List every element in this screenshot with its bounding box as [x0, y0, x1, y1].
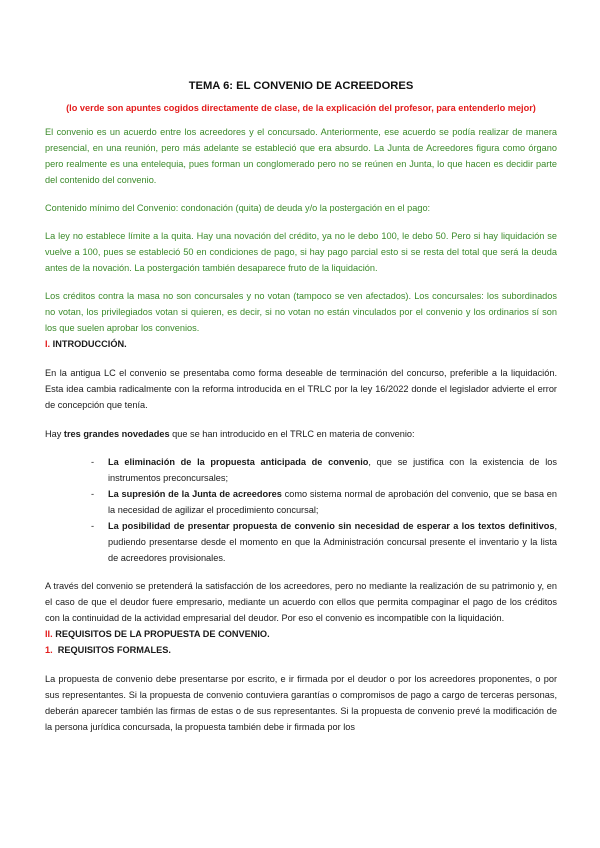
bold-text: tres grandes novedades: [63, 429, 170, 439]
class-note-paragraph-2: Contenido mínimo del Convenio: condonación (quita) de deuda y/o la postergación en el pago:: [45, 203, 431, 213]
intro-paragraph-1: En la antigua LC el convenio se presentaba como forma deseable de terminación del concurso, preferible a la liquidación. Esta idea cambia radicalmente con la reforma introducida en el TRLC por la ley 16/2022 donde el legislador advierte el error de concepción que tenía.: [45, 368, 557, 410]
bold-text: La posibilidad de presentar propuesta de convenio sin necesidad de esperar a los textos definitivos: [108, 521, 555, 531]
class-notes-disclaimer: (lo verde son apuntes cogidos directamente de clase, de la explicación del profesor, para entenderlo mejor): [66, 103, 536, 113]
novedades-list: [45, 454, 557, 566]
dash-bullet: -: [91, 489, 95, 499]
section-heading-introduccion: [45, 336, 557, 352]
intro-paragraph-2: A través del convenio se pretenderá la satisfacción de los acreedores, pero no mediante la realización de su patrimonio y, en el caso de que el deudor fuere empresario, mediante un acuerdo con ellos que permita compaginar el pago de los créditos con la continuidad de la actividad empresarial del deudor. Por eso el convenio es incompatible con la liquidación.: [45, 581, 557, 623]
requisitos-paragraph-1: La propuesta de convenio debe presentarse por escrito, e ir firmada por el deudor o por los acreedores proponentes, o por sus representantes. Si la propuesta de convenio contuviera garantías o compromisos de pago a cargo de terceras personas, deberán aparecer también las firmas de estas o de sus representantes. Si la propuesta de convenio prevé la modificación de la persona jurídica concursada, la propuesta también debe ir firmada por los: [45, 674, 557, 732]
text-run: que se han introducido en el TRLC en materia de convenio:: [169, 429, 415, 439]
section-title: INTRODUCCIÓN.: [50, 339, 127, 349]
text-run: como sistema normal de aprobación del convenio, que se basa en la necesidad de agilizar el procedimiento concursal;: [108, 489, 557, 515]
section-number: II.: [45, 629, 53, 639]
page-title: TEMA 6: EL CONVENIO DE ACREEDORES: [188, 80, 414, 92]
list-item: [45, 486, 557, 518]
dash-bullet: -: [91, 521, 95, 531]
text-run: Hay: [45, 429, 64, 439]
text-run: , pudiendo presentarse desde el momento en que la Administración concursal presente el inventario y la lista de acreedores provisionales.: [108, 521, 557, 563]
dash-bullet: -: [91, 457, 95, 467]
novedades-intro: [45, 426, 557, 442]
section-title: REQUISITOS DE LA PROPUESTA DE CONVENIO.: [52, 629, 270, 639]
class-note-paragraph-3: La ley no establece límite a la quita. Hay una novación del crédito, ya no le debo 100, le debo 50. Pero si hay liquidación se vuelve a 100, pues se estableció 50 en condiciones de pago, si hay pago parcial esto si se resta del total que será la deuda antes de la novación. La postergación también desaparece fruto de la liquidación.: [45, 231, 557, 273]
subsection-number: 1.: [45, 645, 53, 655]
class-note-paragraph-4: Los créditos contra la masa no son concursales y no votan (tampoco se ven afectados). Los concursales: los subordinados no votan, los privilegiados votan si quieren, es decir, si no votan no están vinculados por el convenio y los ordinarios sí son los que suelen aprobar los convenios.: [45, 291, 557, 333]
section-heading-requisitos: [45, 626, 557, 642]
list-item: [45, 454, 557, 486]
text-run: , que se justifica con la existencia de los instrumentos preconcursales;: [108, 457, 557, 483]
document-body: [45, 78, 557, 735]
list-item: [45, 518, 557, 566]
bold-text: La supresión de la Junta de acreedores: [108, 489, 282, 499]
class-note-paragraph-1: El convenio es un acuerdo entre los acreedores y el concursado. Anteriormente, ese acuerdo se podía realizar de manera presencial, en una reunión, pero más adelante se estableció que era absurdo. La Junta de Acreedores figura como órgano pero realmente es una entelequia, pues forman un conglomerado pero no se reúnen en Junta, lo que hacen es decidir parte del contenido del convenio.: [45, 127, 557, 185]
section-number: I.: [45, 339, 51, 349]
subsection-heading-requisitos-formales: [45, 642, 557, 658]
subsection-title: REQUISITOS FORMALES.: [52, 645, 171, 655]
bold-text: La eliminación de la propuesta anticipada de convenio: [108, 457, 369, 467]
